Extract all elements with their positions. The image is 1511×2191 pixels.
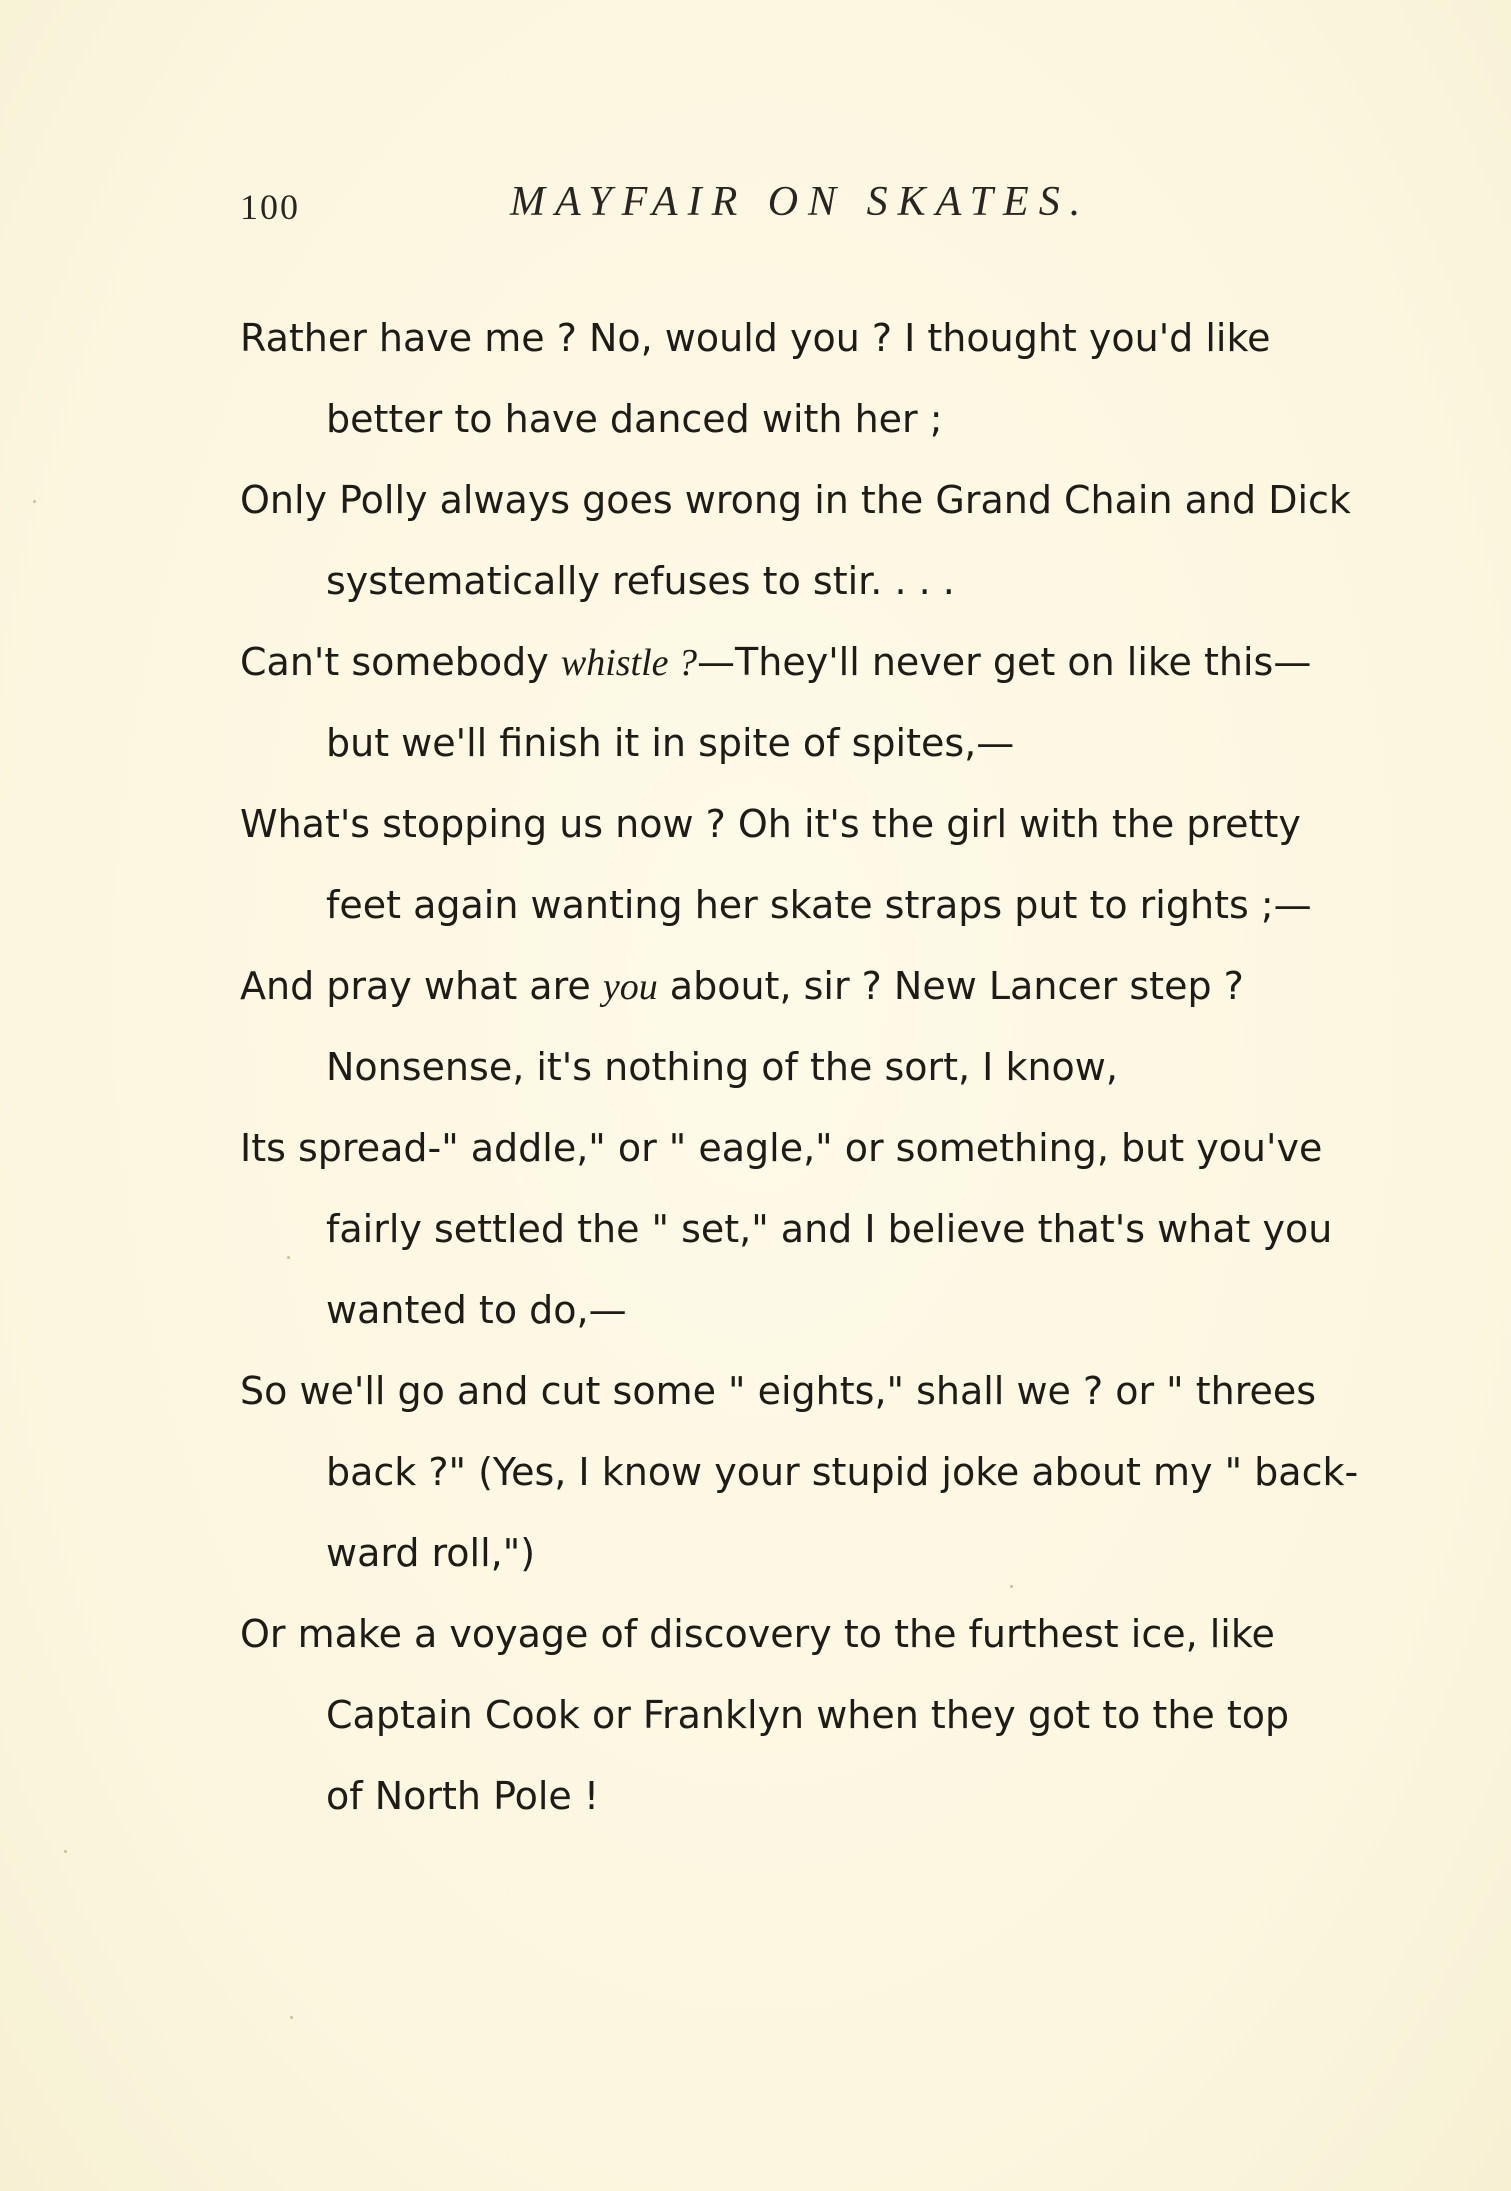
text-line: back ?" (Yes, I know your stupid joke about my " back- [326,1450,1359,1494]
text-line: but we'll finish it in spite of spites,— [326,721,1015,765]
text-line: Can't somebody whistle ?—They'll never get on like this— [240,640,1312,684]
italic-word: you [602,966,658,1008]
paper-speck [290,2016,293,2019]
text-line: of North Pole ! [326,1774,600,1818]
text-line: systematically refuses to stir. . . . [326,559,955,603]
paper-speck [1010,1585,1013,1588]
poem-body [240,298,1360,1837]
text-line: wanted to do,— [326,1288,627,1332]
text-line: Its spread-" addle," or " eagle," or something, but you've [240,1126,1323,1170]
paper-speck [287,1256,290,1259]
paper-speck [33,500,36,503]
running-title: MAYFAIR ON SKATES. [510,179,1091,225]
text-line: What's stopping us now ? Oh it's the girl with the pretty [240,802,1301,846]
text-line: Rather have me ? No, would you ? I thought you'd like [240,316,1271,360]
text-line: better to have danced with her ; [326,397,943,441]
text-line: Nonsense, it's nothing of the sort, I know, [326,1045,1118,1089]
paper-speck [64,1850,67,1853]
text-line: Only Polly always goes wrong in the Grand Chain and Dick [240,478,1351,522]
text-line: feet again wanting her skate straps put to rights ;— [326,883,1312,927]
page-header [240,178,1360,238]
text-line: So we'll go and cut some " eights," shall we ? or " threes [240,1369,1317,1413]
text-line: fairly settled the " set," and I believe that's what you [326,1207,1333,1251]
text-line: ward roll,") [326,1531,536,1575]
text-line: Or make a voyage of discovery to the furthest ice, like [240,1612,1275,1656]
page-number: 100 [240,187,300,227]
italic-word: whistle ? [560,642,698,684]
text-line: And pray what are you about, sir ? New Lancer step ? [240,964,1244,1008]
text-line: Captain Cook or Franklyn when they got to the top [326,1693,1290,1737]
